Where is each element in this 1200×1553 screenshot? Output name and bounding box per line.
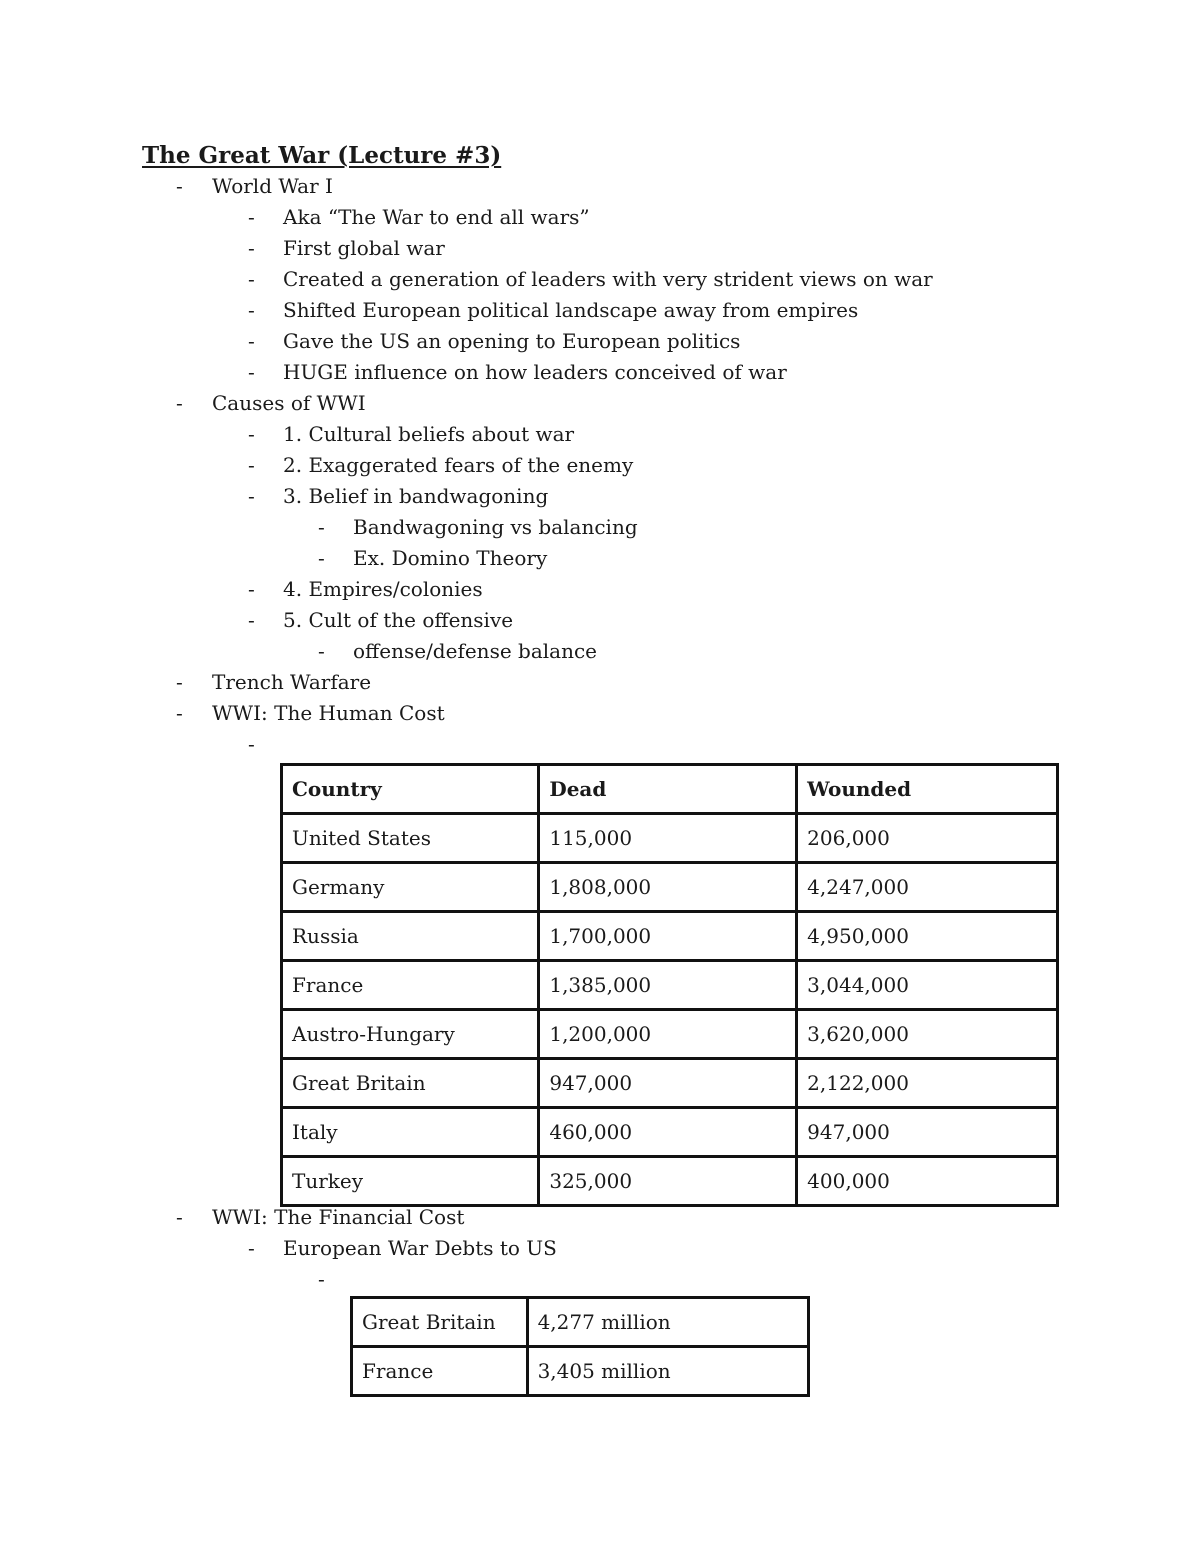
bullet-dash: - xyxy=(318,1267,325,1291)
bullet-dash: - xyxy=(248,577,255,601)
list-item-text: WWI: The Human Cost xyxy=(212,701,445,725)
bullet-dash: - xyxy=(176,391,183,415)
table-header-row xyxy=(282,765,1058,814)
table-row xyxy=(352,1347,809,1396)
table-cell: 947,000 xyxy=(539,1059,797,1108)
table-cell: 4,277 million xyxy=(527,1298,808,1347)
list-item-text: 2. Exaggerated fears of the enemy xyxy=(283,453,634,477)
table-row xyxy=(282,912,1058,961)
list-item-text: 1. Cultural beliefs about war xyxy=(283,422,575,446)
table-cell: 4,247,000 xyxy=(797,863,1058,912)
list-item-text: Causes of WWI xyxy=(212,391,366,415)
table-row xyxy=(282,1059,1058,1108)
bullet-dash: - xyxy=(248,267,255,291)
table-cell: 3,620,000 xyxy=(797,1010,1058,1059)
table-row xyxy=(282,1010,1058,1059)
list-item-text: Created a generation of leaders with very strident views on war xyxy=(283,267,933,291)
bullet-dash: - xyxy=(248,484,255,508)
table-cell: 2,122,000 xyxy=(797,1059,1058,1108)
page-title: The Great War (Lecture #3) xyxy=(142,142,502,169)
table-cell: 1,808,000 xyxy=(539,863,797,912)
table-cell: United States xyxy=(282,814,539,863)
table-cell: Great Britain xyxy=(282,1059,539,1108)
bullet-dash: - xyxy=(176,174,183,198)
table-row xyxy=(282,1157,1058,1206)
table-cell: Russia xyxy=(282,912,539,961)
list-item-text: Bandwagoning vs balancing xyxy=(353,515,638,539)
list-item-text: European War Debts to US xyxy=(283,1236,557,1260)
table-cell: Germany xyxy=(282,863,539,912)
list-item-text: First global war xyxy=(283,236,445,260)
table-row xyxy=(282,961,1058,1010)
table-cell: 1,700,000 xyxy=(539,912,797,961)
table-row xyxy=(282,1108,1058,1157)
list-item-text: Aka “The War to end all wars” xyxy=(283,205,590,229)
table-cell: 947,000 xyxy=(797,1108,1058,1157)
list-item-text: 3. Belief in bandwagoning xyxy=(283,484,549,508)
list-item-text: HUGE influence on how leaders conceived of war xyxy=(283,360,787,384)
list-item-text: 5. Cult of the offensive xyxy=(283,608,514,632)
column-header: Dead xyxy=(539,765,797,814)
bullet-dash: - xyxy=(248,453,255,477)
table-cell: Great Britain xyxy=(352,1298,528,1347)
bullet-dash: - xyxy=(248,422,255,446)
bullet-dash: - xyxy=(176,1205,183,1229)
table-cell: France xyxy=(282,961,539,1010)
bullet-dash: - xyxy=(248,298,255,322)
table-cell: 325,000 xyxy=(539,1157,797,1206)
table-cell: 3,405 million xyxy=(527,1347,808,1396)
bullet-dash: - xyxy=(248,608,255,632)
table-cell: 206,000 xyxy=(797,814,1058,863)
table-cell: Turkey xyxy=(282,1157,539,1206)
bullet-dash: - xyxy=(318,546,325,570)
bullet-dash: - xyxy=(176,670,183,694)
bullet-dash: - xyxy=(248,360,255,384)
bullet-dash: - xyxy=(248,329,255,353)
list-item-text: offense/defense balance xyxy=(353,639,597,663)
list-item-text: Ex. Domino Theory xyxy=(353,546,548,570)
table-cell: 115,000 xyxy=(539,814,797,863)
list-item-text: Trench Warfare xyxy=(212,670,372,694)
table-cell: Italy xyxy=(282,1108,539,1157)
table-row xyxy=(282,814,1058,863)
table-cell: 460,000 xyxy=(539,1108,797,1157)
table-cell: 1,200,000 xyxy=(539,1010,797,1059)
list-item-text: Shifted European political landscape away from empires xyxy=(283,298,859,322)
table-cell: 3,044,000 xyxy=(797,961,1058,1010)
bullet-dash: - xyxy=(318,639,325,663)
bullet-dash: - xyxy=(318,515,325,539)
casualties-table xyxy=(280,763,1059,1207)
table-cell: France xyxy=(352,1347,528,1396)
bullet-dash: - xyxy=(248,732,255,756)
list-item-text: Gave the US an opening to European politics xyxy=(283,329,741,353)
table-cell: 1,385,000 xyxy=(539,961,797,1010)
table-row xyxy=(352,1298,809,1347)
table-cell: 4,950,000 xyxy=(797,912,1058,961)
table-cell: Austro-Hungary xyxy=(282,1010,539,1059)
table-cell: 400,000 xyxy=(797,1157,1058,1206)
bullet-dash: - xyxy=(248,205,255,229)
list-item-text: World War I xyxy=(212,174,333,198)
bullet-dash: - xyxy=(248,1236,255,1260)
war-debts-table xyxy=(350,1296,810,1397)
bullet-dash: - xyxy=(248,236,255,260)
list-item-text: 4. Empires/colonies xyxy=(283,577,483,601)
bullet-dash: - xyxy=(176,701,183,725)
column-header: Wounded xyxy=(797,765,1058,814)
list-item-text: WWI: The Financial Cost xyxy=(212,1205,465,1229)
column-header: Country xyxy=(282,765,539,814)
table-row xyxy=(282,863,1058,912)
